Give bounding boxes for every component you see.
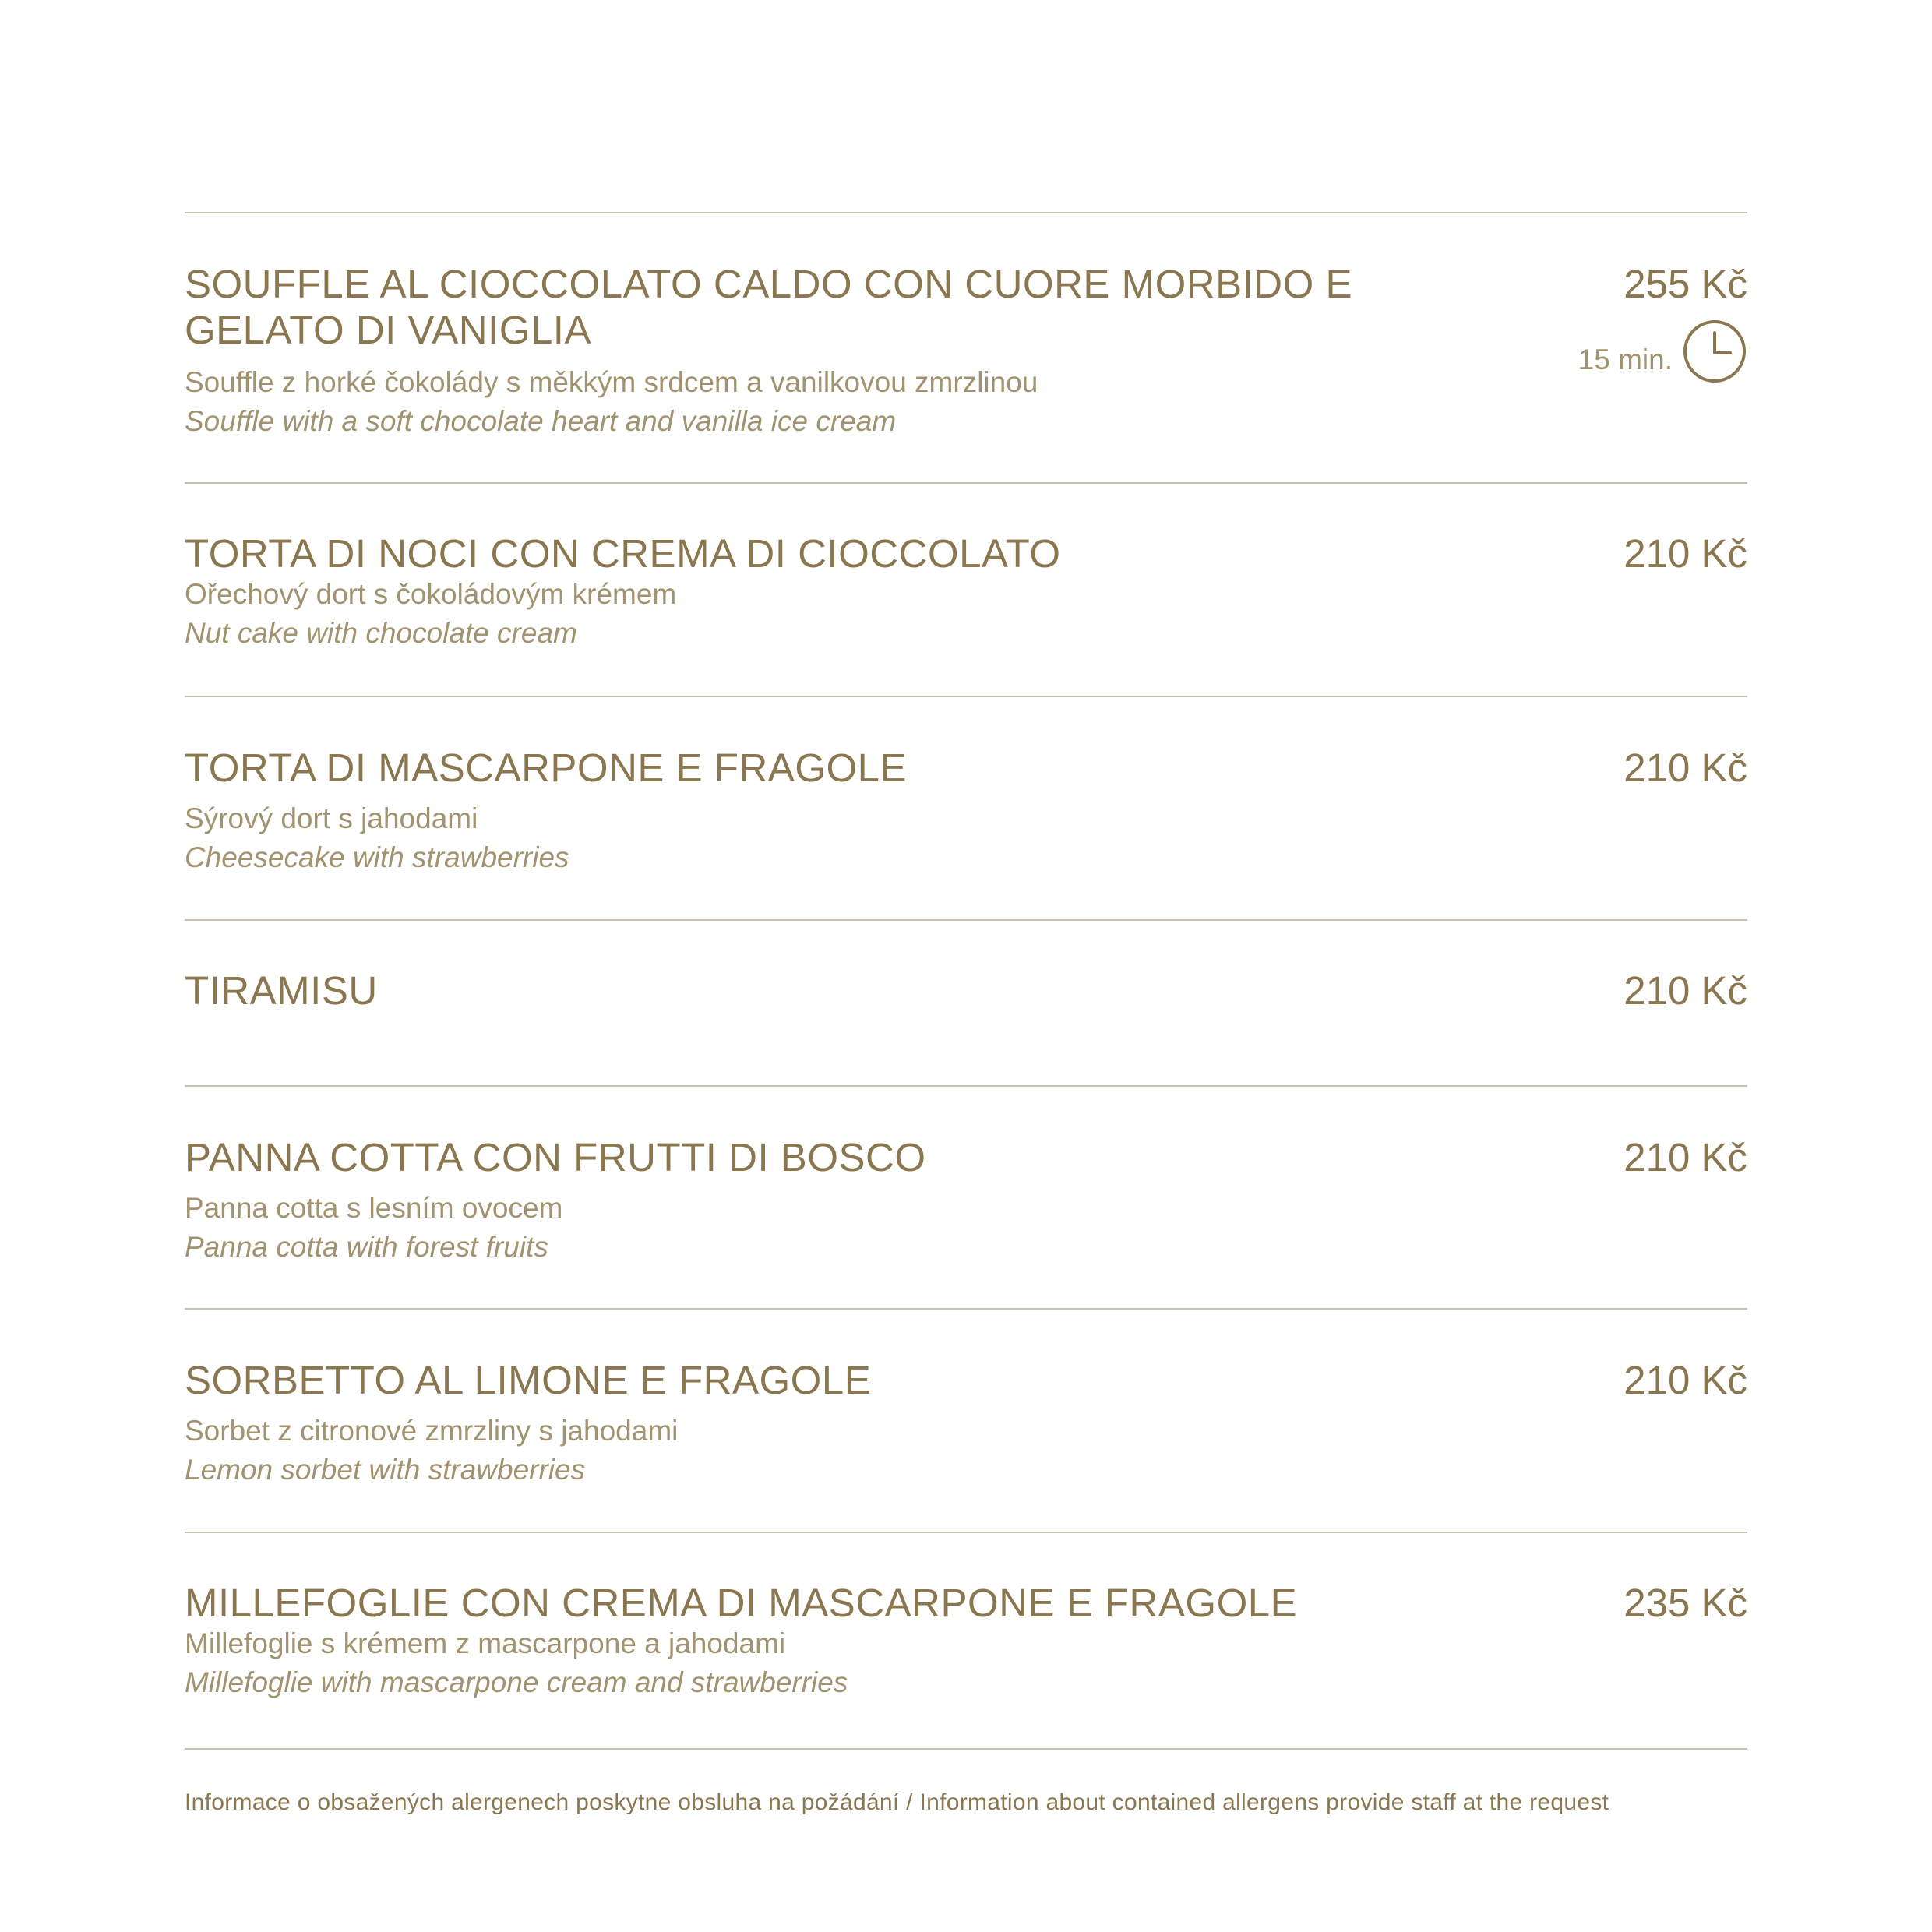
- item-price: 210 Kč: [1624, 531, 1747, 576]
- item-description-en: Nut cake with chocolate cream: [185, 617, 577, 649]
- item-price: 255 Kč: [1624, 262, 1747, 306]
- clock-icon: [1682, 319, 1747, 384]
- item-price: 210 Kč: [1624, 746, 1747, 790]
- item-description-cz: Sýrový dort s jahodami: [185, 802, 478, 834]
- prep-time-label: 15 min.: [1578, 344, 1673, 375]
- item-description-en: Lemon sorbet with strawberries: [185, 1454, 586, 1486]
- item-name: SOUFFLE AL CIOCCOLATO CALDO CON CUORE MORBIDO E GELATO DI VANIGLIA: [185, 262, 1352, 352]
- item-description-cz: Ořechový dort s čokoládovým krémem: [185, 578, 677, 610]
- dessert-menu: [185, 0, 1747, 1932]
- item-price: 235 Kč: [1624, 1581, 1747, 1625]
- divider: [185, 482, 1747, 484]
- item-name: TORTA DI MASCARPONE E FRAGOLE: [185, 746, 908, 790]
- item-name: TORTA DI NOCI CON CREMA DI CIOCCOLATO: [185, 531, 1061, 576]
- item-price: 210 Kč: [1624, 1135, 1747, 1179]
- item-name: PANNA COTTA CON FRUTTI DI BOSCO: [185, 1135, 926, 1179]
- divider: [185, 1085, 1747, 1087]
- divider: [185, 1748, 1747, 1750]
- divider: [185, 212, 1747, 213]
- item-price: 210 Kč: [1624, 1358, 1747, 1402]
- item-description-cz: Panna cotta s lesním ovocem: [185, 1192, 563, 1224]
- prep-time-indicator: [1578, 318, 1747, 385]
- divider: [185, 1532, 1747, 1533]
- item-description-en: Panna cotta with forest fruits: [185, 1231, 548, 1263]
- item-price: 210 Kč: [1624, 968, 1747, 1013]
- item-name: TIRAMISU: [185, 968, 378, 1013]
- item-description-en: Millefoglie with mascarpone cream and strawberries: [185, 1666, 848, 1698]
- item-description-cz: Souffle z horké čokolády s měkkým srdcem a vanilkovou zmrzlinou: [185, 366, 1038, 398]
- divider: [185, 696, 1747, 697]
- item-description-cz: Millefoglie s krémem z mascarpone a jahodami: [185, 1627, 786, 1659]
- item-description-en: Cheesecake with strawberries: [185, 841, 569, 873]
- divider: [185, 919, 1747, 921]
- item-description-en: Souffle with a soft chocolate heart and vanilla ice cream: [185, 405, 897, 437]
- allergen-footnote: Informace o obsažených alergenech poskytne obsluha na požádání / Information about contained allergens provide staff at the request: [185, 1789, 1609, 1815]
- divider: [185, 1308, 1747, 1310]
- item-name: SORBETTO AL LIMONE E FRAGOLE: [185, 1358, 872, 1402]
- item-description-cz: Sorbet z citronové zmrzliny s jahodami: [185, 1415, 679, 1447]
- item-name: MILLEFOGLIE CON CREMA DI MASCARPONE E FRAGOLE: [185, 1581, 1298, 1625]
